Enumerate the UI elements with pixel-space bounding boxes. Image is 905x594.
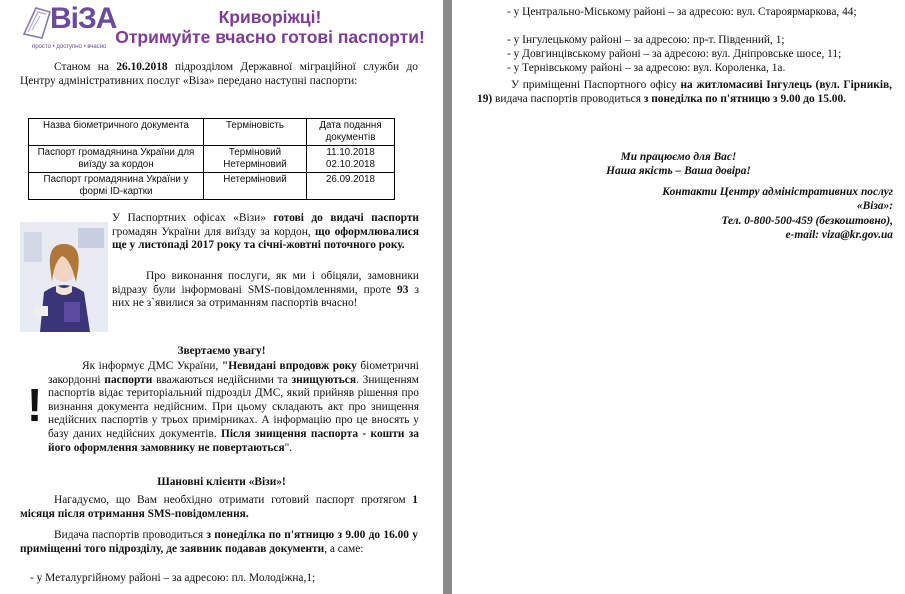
- logo-word: ВіЗА: [50, 2, 117, 35]
- text-run-bold: 1 місяця після отримання SMS-повідомлення.: [20, 494, 418, 520]
- text-run-bold: на житломасиві Інгулець (вул. Гірників, 19): [477, 79, 892, 105]
- text-run-bold: "Невидані впродовж року: [221, 360, 357, 372]
- clients-heading: Шановні клієнти «Візи»!: [157, 476, 286, 488]
- attention-paragraph: [48, 360, 419, 455]
- title-line-2: Отримуйте вчасно готові паспорти!: [115, 27, 425, 47]
- contacts-name: «Віза»:: [856, 200, 893, 212]
- table-cell: Паспорт громадянина України у формі ID-картки: [29, 173, 204, 200]
- slogan-line-1: Ми працюємо для Вас!: [620, 151, 737, 163]
- attention-heading: Звертаємо увагу!: [177, 345, 266, 357]
- table-header-row: [29, 119, 395, 146]
- text-run: видача паспортів проводиться: [492, 92, 644, 105]
- passports-table: [28, 118, 395, 200]
- intro-text-2: підрозділом Державної міграційної служби до Центру адміністративних послуг «Віза» передано наступні паспорти:: [20, 61, 418, 87]
- ingulets-paragraph: [477, 79, 892, 106]
- table-header: Дата подання документів: [307, 119, 395, 146]
- staff-photo: [20, 222, 108, 332]
- text-run-bold: з понеділка по п'ятницю з 9.00 до 15.00.: [643, 92, 847, 105]
- exclamation-mark: !: [27, 379, 43, 431]
- title-line-1: Криворіжці!: [218, 7, 322, 27]
- contacts-heading: Контакти Центру адміністративних послуг: [662, 186, 893, 198]
- ready-passports-paragraph: [112, 212, 419, 253]
- text-run-bold: знищуються: [291, 373, 356, 386]
- address-item: - у Тернівському районі – за адресою: вул. Короленка, 1а.: [507, 62, 786, 74]
- text-run: Видача паспортів проводиться: [54, 529, 207, 541]
- logo-tagline: просто • доступно • вчасно: [32, 44, 107, 50]
- intro-paragraph: [20, 61, 418, 88]
- table-header: Назва біометричного документа: [29, 119, 204, 146]
- text-run: У Паспортних офісах «Візи»: [112, 212, 274, 224]
- reminder-paragraph: [20, 494, 418, 521]
- text-run: громадян України для виїзду за кордон,: [112, 225, 315, 238]
- text-run-bold: Після знищення паспорта - кошти за його оформлення замовнику не повертаються: [48, 427, 420, 454]
- document-page-right: [452, 0, 905, 594]
- table-cell: 11.10.2018 02.10.2018: [307, 146, 395, 173]
- text-run-bold: що оформлювалися ще у листопаді 2017 року та січні-жовтні поточного року.: [112, 225, 419, 252]
- contacts-phone: Тел. 0-800-500-459 (безкоштовно),: [721, 215, 893, 227]
- intro-text: Станом на: [54, 61, 117, 73]
- table-row: [29, 146, 395, 173]
- text-run: вважаються недійсними та: [152, 373, 292, 386]
- text-run-bold: готові до видачі паспорти: [273, 212, 419, 224]
- table-header: Терміновість: [204, 119, 307, 146]
- table-cell: 26.09.2018: [307, 173, 395, 200]
- viza-logo: [20, 2, 117, 54]
- text-run: . Знищенням паспортів відає територіальний підрозділ ДМС, який прийняв рішення про визнання документа недійсним. При цьому складають акт про знищення недійсних паспортів у трьох примірниках. А інформацію про це вносять у базу даних недійсних документів.: [48, 373, 419, 440]
- intro-date: 26.10.2018: [116, 61, 168, 73]
- contacts-email[interactable]: e-mail: viza@kr.gov.ua: [785, 229, 893, 241]
- slogan-line-2: Наша якість – Ваша довіра!: [606, 165, 751, 177]
- table-cell: Нетерміновий: [204, 173, 307, 200]
- address-item: - у Довгинцівському районі – за адресою: вул. Дніпровське шосе, 11;: [507, 48, 842, 60]
- woman-with-passport-image: [20, 222, 108, 332]
- address-item: - у Інгулецькому районі – за адресою: пр-т. Південний, 1;: [507, 34, 785, 46]
- schedule-paragraph: [20, 529, 418, 556]
- logo-icon: [20, 4, 54, 40]
- table-row: [29, 173, 395, 200]
- address-item: - у Центрально-Міському районі – за адресою: вул. Староярмаркова, 44;: [507, 6, 857, 18]
- text-run: У приміщенні Паспортного офісу: [511, 79, 681, 91]
- document-page-left: [0, 0, 443, 594]
- text-run: біометричні закордонні: [48, 360, 419, 386]
- sms-paragraph: [112, 270, 419, 311]
- text-run-bold: паспорти: [104, 373, 153, 386]
- address-item: - у Металургійному районі – за адресою: пл. Молодіжна,1;: [30, 572, 316, 584]
- text-run: з них не з`явилися за отриманням паспортів вчасно!: [112, 283, 419, 310]
- text-run: Про виконання послуги, як ми і обіцяли, замовники відразу були інформовані SMS-повідомленнями, проте: [112, 270, 419, 296]
- text-run-bold: з понеділка по п'ятницю з 9.00 до 16.00 у приміщенні того підрозділу, де заявник подавав документи: [20, 529, 419, 555]
- text-run-bold: 93: [397, 283, 409, 296]
- text-run: Нагадуємо, що Вам необхідно отримати готовий паспорт протягом: [54, 494, 413, 506]
- table-cell: Терміновий Нетерміновий: [204, 146, 307, 173]
- table-cell: Паспорт громадянина України для виїзду за кордон: [29, 146, 204, 173]
- text-run: ".: [284, 441, 293, 454]
- text-run: , а саме:: [324, 542, 364, 555]
- text-run: Як інформує ДМС України,: [82, 360, 222, 372]
